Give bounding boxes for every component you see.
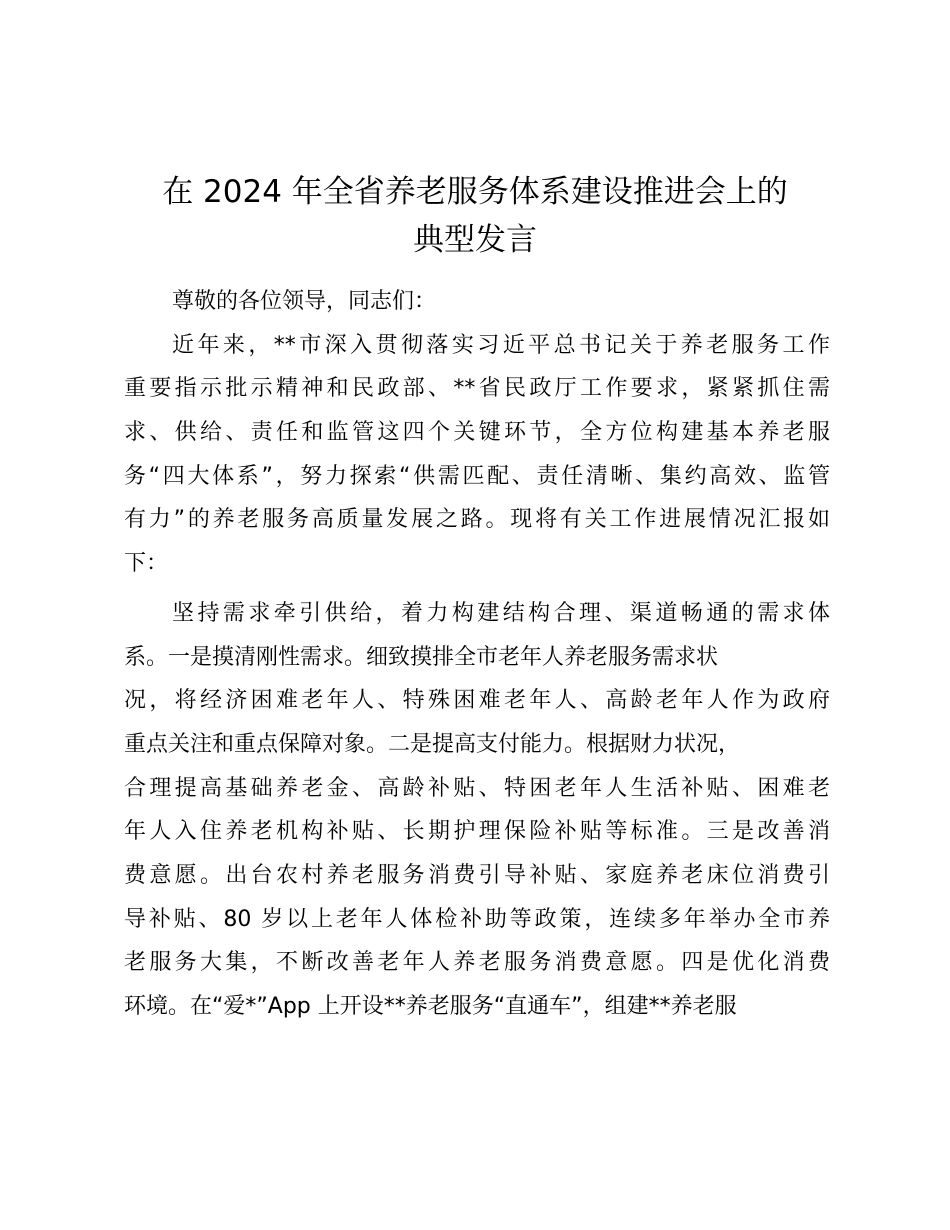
paragraph-line: 求、供给、责任和监管这四个关键环节，全方位构建基本养老服 — [124, 420, 830, 446]
paragraph-line: 导补贴、80 岁以上老年人体检补助等政策，连续多年举办全市养 — [124, 906, 830, 932]
salutation: 尊敬的各位领导，同志们： — [172, 289, 437, 314]
paragraph-line: 费意愿。出台农村养老服务消费引导补贴、家庭养老床位消费引 — [124, 862, 830, 888]
title-line-2: 典型发言 — [413, 222, 537, 258]
paragraph-line: 近年来，**市深入贯彻落实习近平总书记关于养老服务工作 — [172, 332, 830, 358]
paragraph-line: 重点关注和重点保障对象。二是提高支付能力。根据财力状况， — [124, 731, 741, 757]
paragraph-demand-system — [124, 592, 830, 1029]
document-body — [124, 280, 830, 1029]
paragraph-line: 有力”的养老服务高质量发展之路。现将有关工作进展情况汇报如 — [124, 507, 830, 533]
paragraph-line: 老服务大集，不断改善老年人养老服务消费意愿。四是优化消费 — [124, 950, 830, 976]
paragraph-line: 系。一是摸清刚性需求。细致摸排全市老年人养老服务需求状 — [124, 644, 719, 670]
paragraph-line: 况，将经济困难老年人、特殊困难老年人、高龄老年人作为政府 — [124, 688, 830, 714]
paragraph-line: 务“四大体系”，努力探索“供需匹配、责任清晰、集约高效、监管 — [124, 463, 830, 489]
title-line-1: 在 2024 年全省养老服务体系建设推进会上的 — [162, 174, 788, 210]
paragraph-line: 重要指示批示精神和民政部、**省民政厅工作要求，紧紧抓住需 — [124, 376, 830, 402]
paragraph-line: 年人入住养老机构补贴、长期护理保险补贴等标准。三是改善消 — [124, 819, 830, 845]
document-title — [120, 168, 830, 264]
paragraph-line: 下： — [124, 551, 169, 577]
paragraph-line: 环境。在“爱*”App 上开设**养老服务“直通车”，组建**养老服 — [124, 994, 737, 1019]
paragraph-intro — [124, 324, 830, 586]
paragraph-line: 坚持需求牵引供给，着力构建结构合理、渠道畅通的需求体 — [172, 600, 830, 626]
paragraph-line: 合理提高基础养老金、高龄补贴、特困老年人生活补贴、困难老 — [124, 775, 830, 801]
